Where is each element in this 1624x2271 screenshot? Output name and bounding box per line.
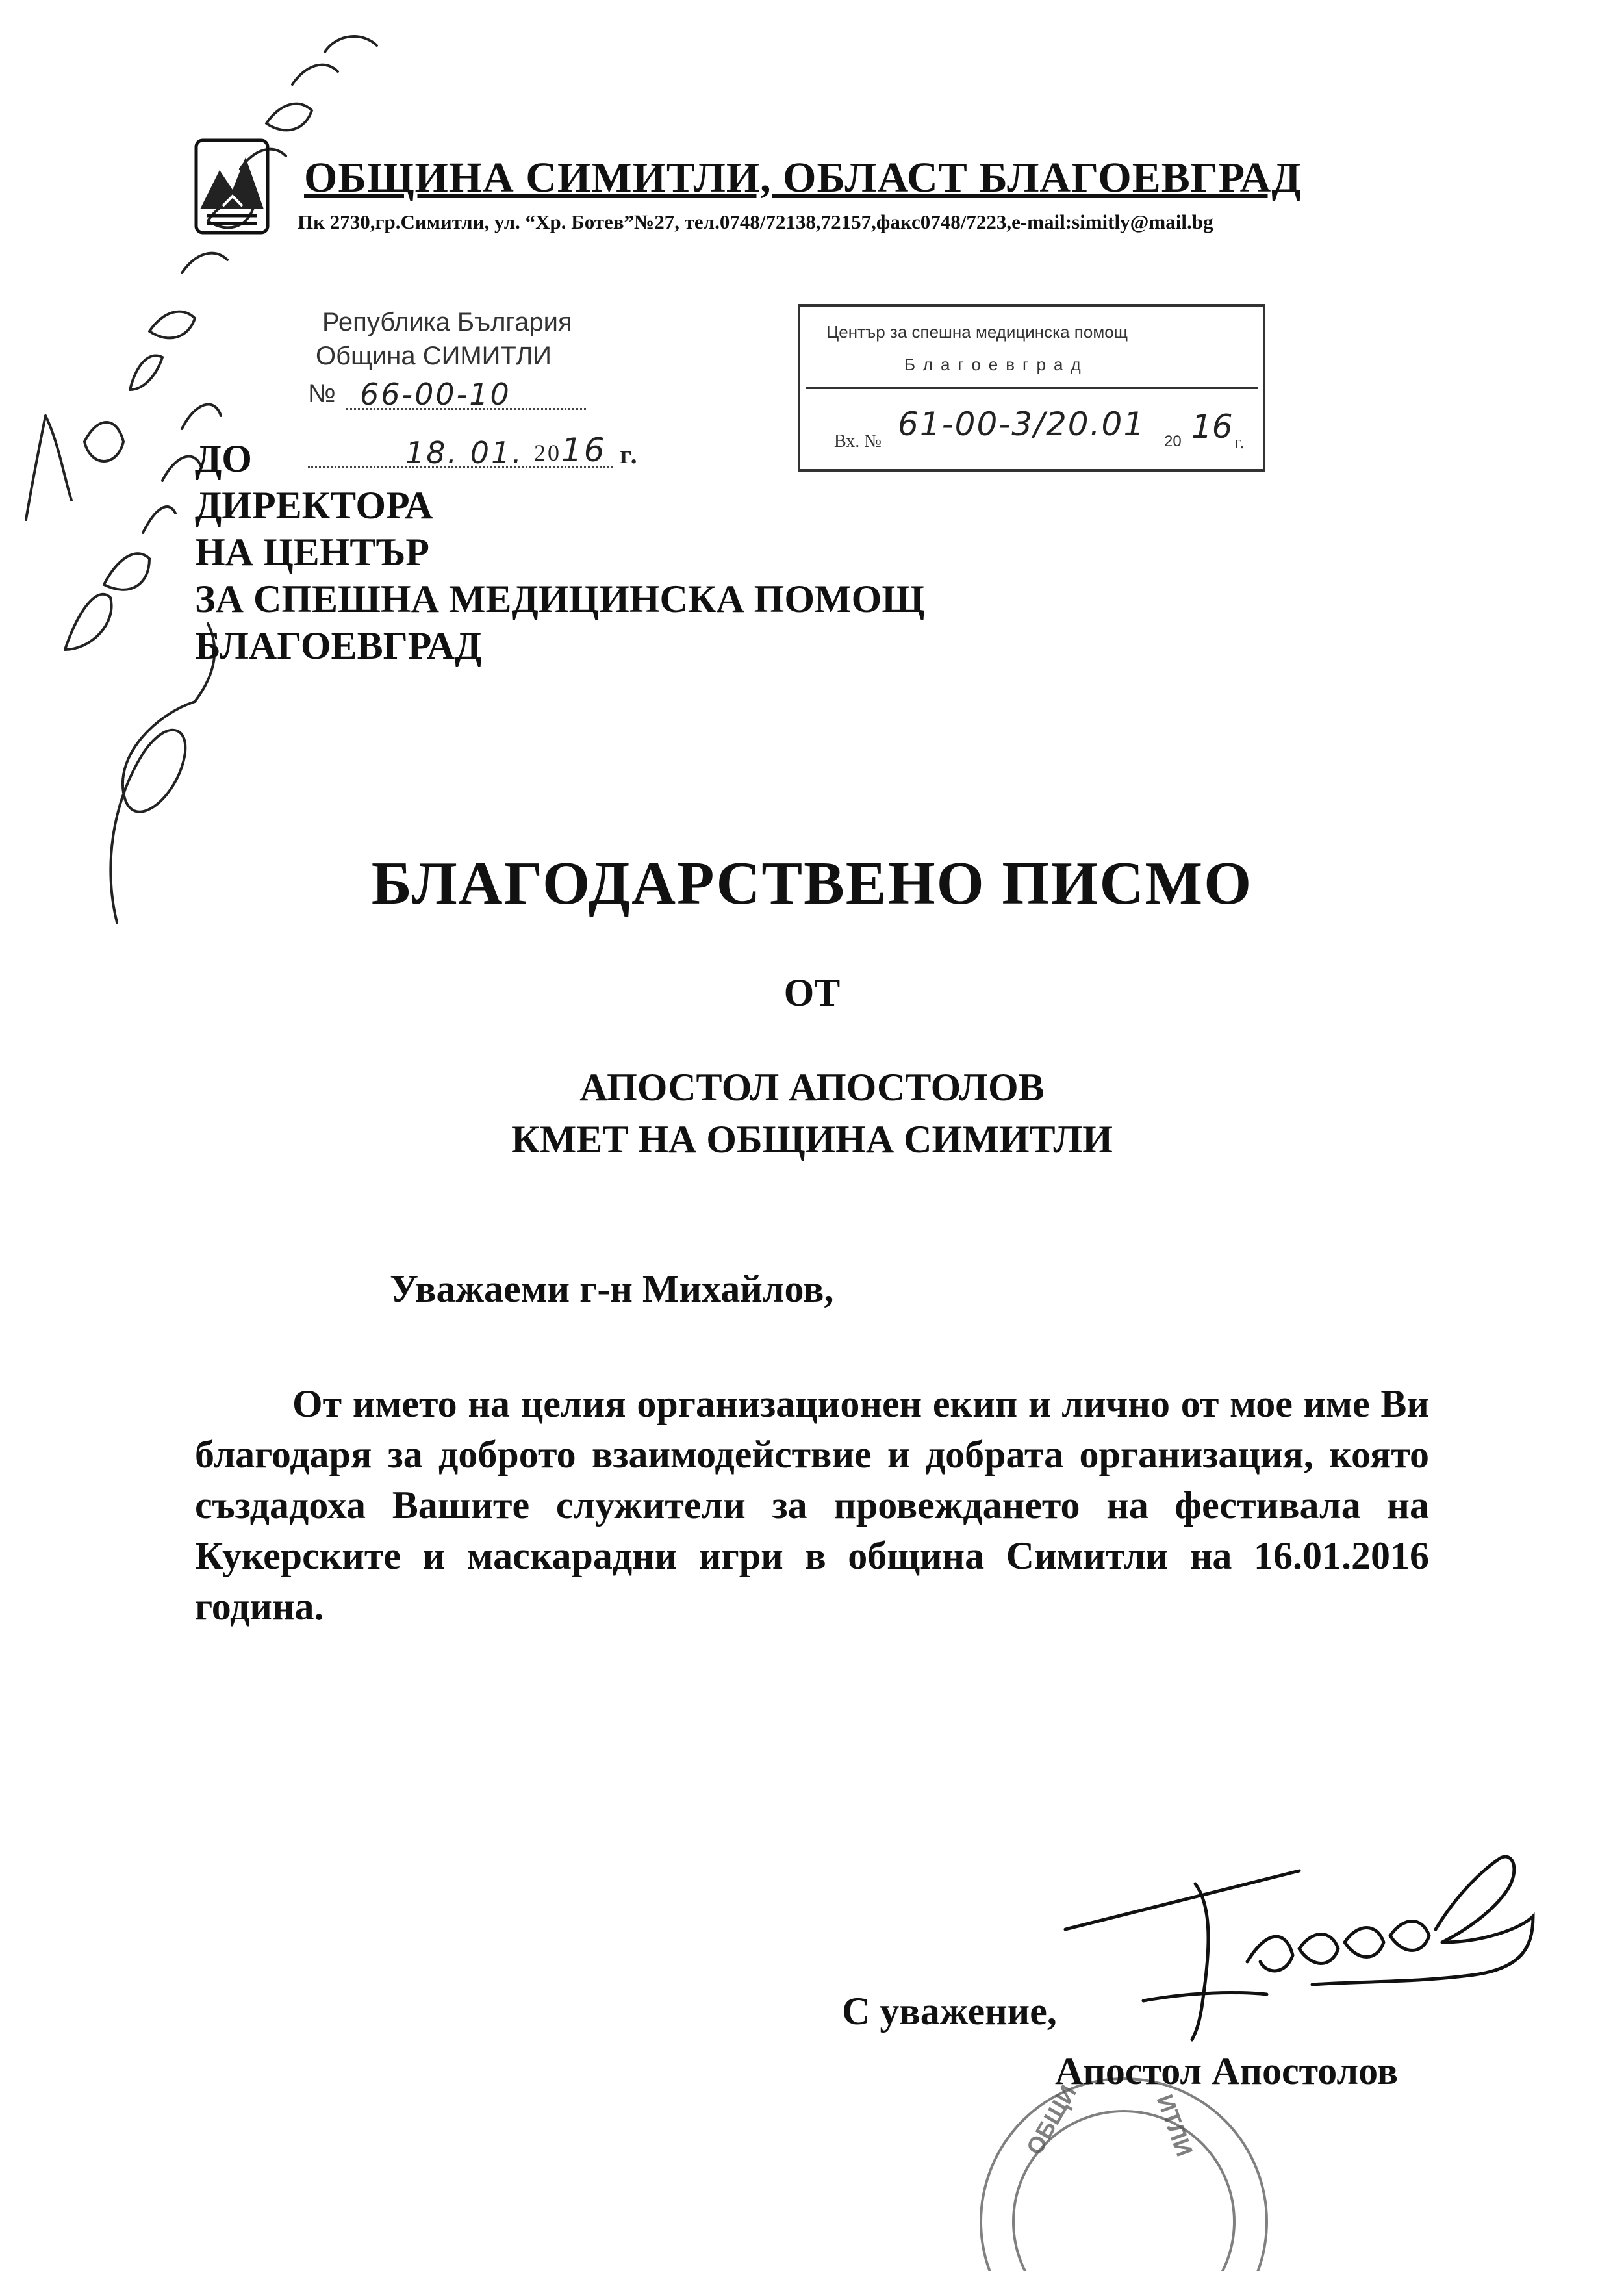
stamp-municipality: Община СИМИТЛИ (316, 342, 552, 370)
stamp-year-prefix: 20 (534, 440, 561, 466)
stamp-divider (806, 387, 1258, 389)
seal-text-fragment: ОБЩИ (1021, 2080, 1082, 2159)
recipient-line: НА ЦЕНТЪР (195, 531, 429, 574)
incoming-year-prefix: 20 (1164, 433, 1182, 450)
organization-title: ОБЩИНА СИМИТЛИ, ОБЛАСТ БЛАГОЕВГРАД (304, 154, 1302, 201)
recipient-line: ДО (195, 437, 252, 480)
closing-phrase: С уважение, (842, 1990, 1057, 2033)
stamp-date: 18. 01. (405, 435, 524, 470)
signer-name: Апостол Апостолов (1055, 2049, 1399, 2092)
incoming-number: 61-00-3/20.01 (898, 405, 1146, 443)
body-paragraph: От името на целия организационен екип и лично от мое име Ви благодаря за доброто взаимодействие и добрата организация, която създадоха Вашите служители за провеждането на фестивала на Кукерските и маскарадни игри в община Симитли на 16.01.2016 година. (195, 1382, 1429, 1628)
incoming-label: Вх. № (834, 431, 882, 451)
stamp-country: Република България (322, 308, 572, 336)
recipient-line: БЛАГОЕВГРАД (195, 624, 482, 667)
stamp-city: Благоевград (904, 355, 1089, 374)
handwritten-signature (1052, 1832, 1546, 2046)
recipient-line: ЗА СПЕШНА МЕДИЦИНСКА ПОМОЩ (195, 577, 925, 620)
author-role: КМЕТ НА ОБЩИНА СИМИТЛИ (511, 1118, 1113, 1161)
from-label: ОТ (783, 971, 841, 1014)
stamp-number-label: № (308, 379, 336, 408)
recipient-line: ДИРЕКТОРА (195, 484, 433, 527)
recipient-block (195, 435, 924, 669)
municipality-emblem-icon (194, 138, 270, 235)
incoming-year-suffix: г. (1234, 433, 1245, 453)
letter-title: БЛАГОДАРСТВЕНО ПИСМО (371, 850, 1253, 917)
author-name: АПОСТОЛ АПОСТОЛОВ (579, 1066, 1045, 1109)
stamp-center-name: Център за спешна медицинска помощ (826, 322, 1128, 342)
stamp-number: 66-00-10 (360, 377, 511, 412)
number-dotted-line (346, 408, 586, 410)
stamp-year-suffix: г. (620, 440, 639, 469)
stamp-year-handwritten: 16 (561, 431, 607, 469)
incoming-year-handwritten: 16 (1191, 408, 1233, 446)
organization-address: Пк 2730,гр.Симитли, ул. “Хр. Ботев”№27, тел.0748/72138,72157,факс0748/7223,e-mail:simitly@mail.bg (298, 210, 1213, 233)
salutation: Уважаеми г-н Михайлов, (390, 1267, 834, 1310)
seal-text-fragment: ИТЛИ (1151, 2090, 1199, 2160)
